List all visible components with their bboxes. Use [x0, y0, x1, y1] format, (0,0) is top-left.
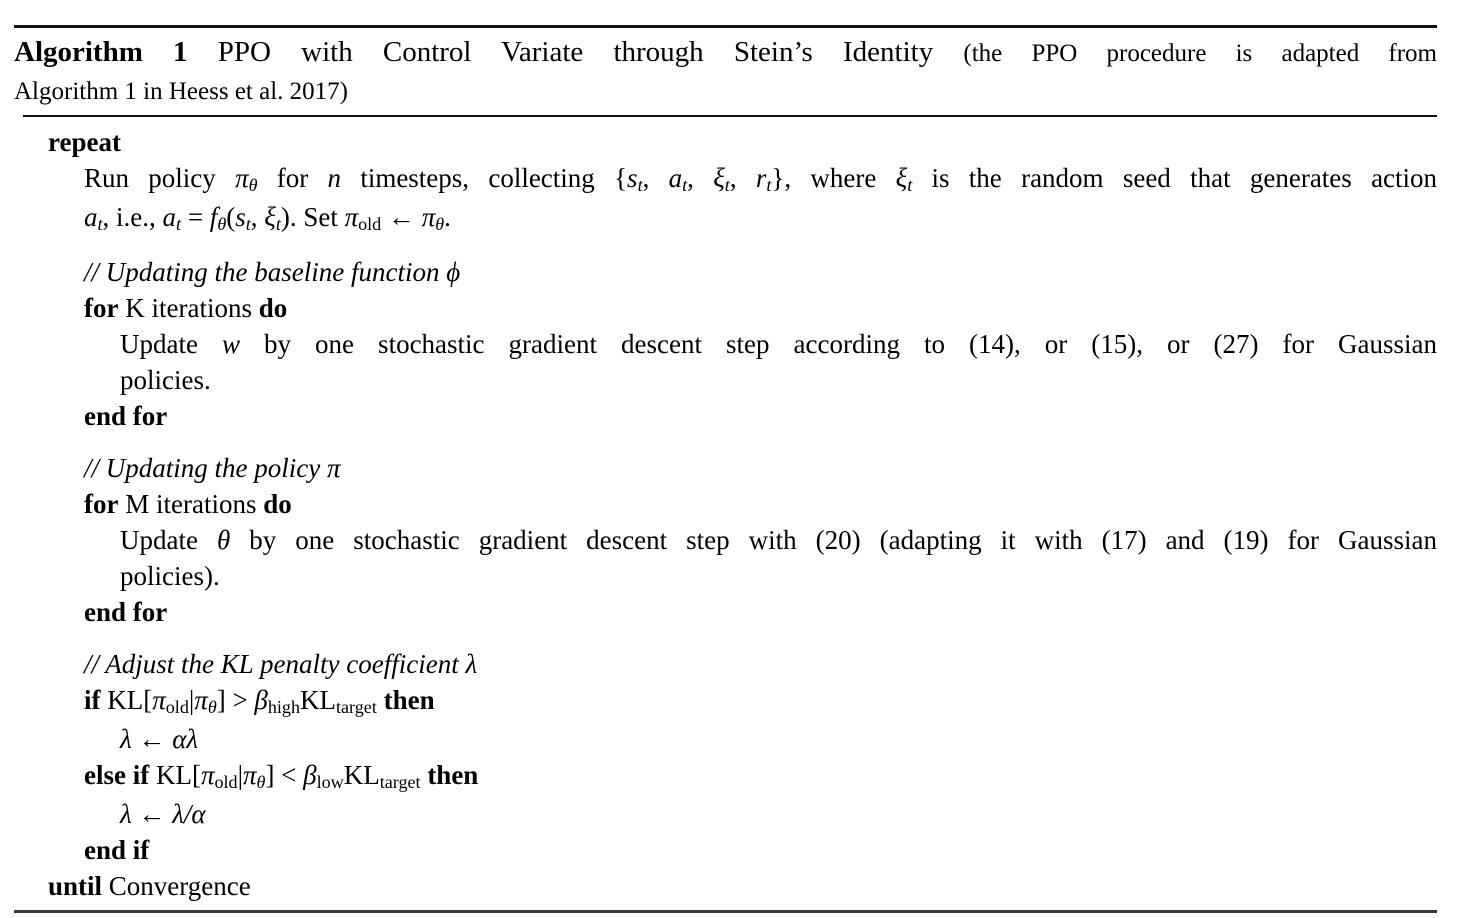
text-segment: θ: [216, 525, 231, 555]
text-segment: M iterations: [118, 489, 264, 519]
text-segment: ,: [729, 163, 756, 193]
keyword-text: end for: [84, 401, 168, 431]
text-segment: π: [152, 685, 166, 715]
text-segment: a: [162, 202, 177, 232]
algo-line: [84, 199, 1437, 238]
subscript-text: t: [637, 174, 643, 195]
algo-line: [120, 326, 1437, 362]
text-segment: ϕ: [446, 257, 461, 287]
algo-line: [120, 558, 1437, 594]
subscript-text: low: [316, 771, 344, 792]
keyword-text: end for: [84, 597, 168, 627]
algo-line: [120, 362, 1437, 398]
comment-text: // Updating the policy: [84, 453, 327, 483]
text-segment: β: [254, 685, 268, 715]
text-segment: λ: [465, 649, 478, 679]
text-segment: ] >: [216, 685, 255, 715]
algo-line: [14, 72, 1437, 110]
text-segment: ←: [131, 799, 173, 829]
text-segment: ←: [381, 202, 422, 232]
text-segment: π: [235, 163, 249, 193]
text-segment: ,: [250, 202, 265, 232]
keyword-text: repeat: [48, 127, 121, 157]
comment-text: // Updating the baseline function: [84, 257, 447, 287]
subscript-text: θ: [217, 213, 227, 234]
text-segment: ←: [131, 724, 173, 754]
text-segment: by one stochastic gradient descent step with (20) (adapting it with (17) and (19) for Gaussian: [230, 525, 1438, 555]
text-segment: π: [200, 760, 215, 790]
text-segment: |: [237, 760, 244, 790]
keyword-text: then: [427, 760, 479, 790]
subscript-text: θ: [435, 213, 445, 234]
text-segment: αλ: [172, 724, 199, 754]
text-segment: ξ: [895, 163, 908, 193]
subscript-text: t: [724, 174, 730, 195]
subscript-text: target: [379, 771, 421, 792]
text-segment: ξ: [264, 202, 276, 232]
text-segment: a: [668, 163, 683, 193]
text-segment: π: [326, 453, 341, 483]
text-segment: s: [235, 202, 246, 232]
subscript-text: t: [766, 174, 772, 195]
subscript-text: t: [245, 213, 251, 234]
subscript-text: θ: [256, 771, 266, 792]
keyword-text: end if: [84, 835, 150, 865]
algo-line: [84, 486, 1437, 522]
subscript-text: old: [214, 771, 238, 792]
algo-line: [120, 522, 1437, 558]
text-segment: KL: [343, 760, 380, 790]
text-segment: π: [344, 202, 359, 232]
keyword-text: then: [383, 685, 435, 715]
text-segment: by one stochastic gradient descent step according to (14), or (15), or (27) for Gaussian: [240, 329, 1438, 359]
text-segment: w: [222, 329, 241, 359]
keyword-text: until: [48, 871, 103, 901]
text-segment: r: [755, 163, 767, 193]
text-segment: for: [257, 163, 328, 193]
algo-line: [84, 290, 1437, 326]
text-segment: |: [188, 685, 195, 715]
text-segment: timesteps, collecting {: [341, 163, 628, 193]
text-segment: K iterations: [118, 293, 259, 323]
text-segment: λ: [120, 724, 132, 754]
keyword-text: for: [84, 489, 119, 519]
algorithm-body: [0, 117, 1460, 904]
algorithm-note: (the PPO procedure is adapted from: [963, 40, 1437, 67]
text-segment: a: [84, 202, 98, 232]
text-segment: ). Set: [280, 202, 345, 232]
text-segment: π: [194, 685, 208, 715]
text-segment: [377, 685, 384, 715]
algo-line: [84, 398, 1437, 434]
comment-text: // Adjust the KL penalty coefficient: [84, 649, 466, 679]
subscript-text: θ: [207, 696, 217, 717]
algorithm-label: Algorithm 1: [14, 36, 188, 68]
keyword-text: for: [84, 293, 119, 323]
text-segment: s: [627, 163, 638, 193]
algo-line: [120, 721, 1437, 757]
subscript-text: old: [165, 696, 189, 717]
text-segment: =: [181, 202, 210, 232]
algo-line: [48, 868, 1437, 904]
text-segment: ,: [687, 163, 714, 193]
text-segment: Update: [120, 329, 222, 359]
subscript-text: θ: [248, 174, 258, 195]
text-segment: β: [303, 760, 317, 790]
text-segment: π: [243, 760, 257, 790]
text-segment: n: [327, 163, 342, 193]
subscript-text: old: [358, 213, 382, 234]
algo-line: [84, 254, 1437, 290]
subscript-text: target: [336, 696, 377, 717]
keyword-text: if: [84, 685, 101, 715]
text-segment: policies.: [120, 365, 211, 395]
text-segment: ] <: [265, 760, 304, 790]
algo-line: [84, 450, 1437, 486]
subscript-text: t: [907, 174, 913, 195]
algo-line: [120, 796, 1437, 832]
text-segment: (: [226, 202, 236, 232]
algo-line: [84, 832, 1437, 868]
subscript-text: t: [275, 213, 281, 234]
algo-line: [48, 124, 1437, 160]
text-segment: KL[: [100, 685, 153, 715]
algo-line: [84, 757, 1437, 796]
subscript-text: t: [97, 213, 103, 234]
text-segment: .: [444, 202, 451, 232]
subscript-text: t: [682, 174, 688, 195]
algo-line: [84, 594, 1437, 630]
keyword-text: do: [258, 293, 288, 323]
algo-line: [14, 34, 1437, 72]
bottom-rule: [14, 910, 1437, 913]
text-segment: ξ: [713, 163, 725, 193]
text-segment: is the random seed that generates action: [912, 163, 1438, 193]
algorithm-title: PPO with Control Variate through Stein’s Identity: [187, 36, 964, 68]
text-segment: π: [421, 202, 436, 232]
text-segment: f: [209, 202, 218, 232]
text-segment: ,: [642, 163, 669, 193]
algo-line: [84, 160, 1437, 199]
subscript-text: t: [176, 213, 182, 234]
text-segment: λ/α: [172, 799, 206, 829]
text-segment: Update: [120, 525, 217, 555]
keyword-text: else if: [84, 760, 150, 790]
text-segment: KL[: [149, 760, 201, 790]
algo-line: [84, 682, 1437, 721]
text-segment: }, where: [771, 163, 896, 193]
text-segment: λ: [120, 799, 132, 829]
text-segment: Convergence: [102, 871, 251, 901]
text-segment: KL: [300, 685, 337, 715]
subscript-text: high: [267, 696, 301, 717]
algo-line: [84, 646, 1437, 682]
keyword-text: do: [263, 489, 292, 519]
text-segment: policies).: [120, 561, 220, 591]
algorithm-header: [0, 28, 1460, 115]
algorithm-note: Algorithm 1 in Heess et al. 2017): [14, 78, 348, 105]
text-segment: , i.e.,: [102, 202, 163, 232]
text-segment: Run policy: [84, 163, 236, 193]
